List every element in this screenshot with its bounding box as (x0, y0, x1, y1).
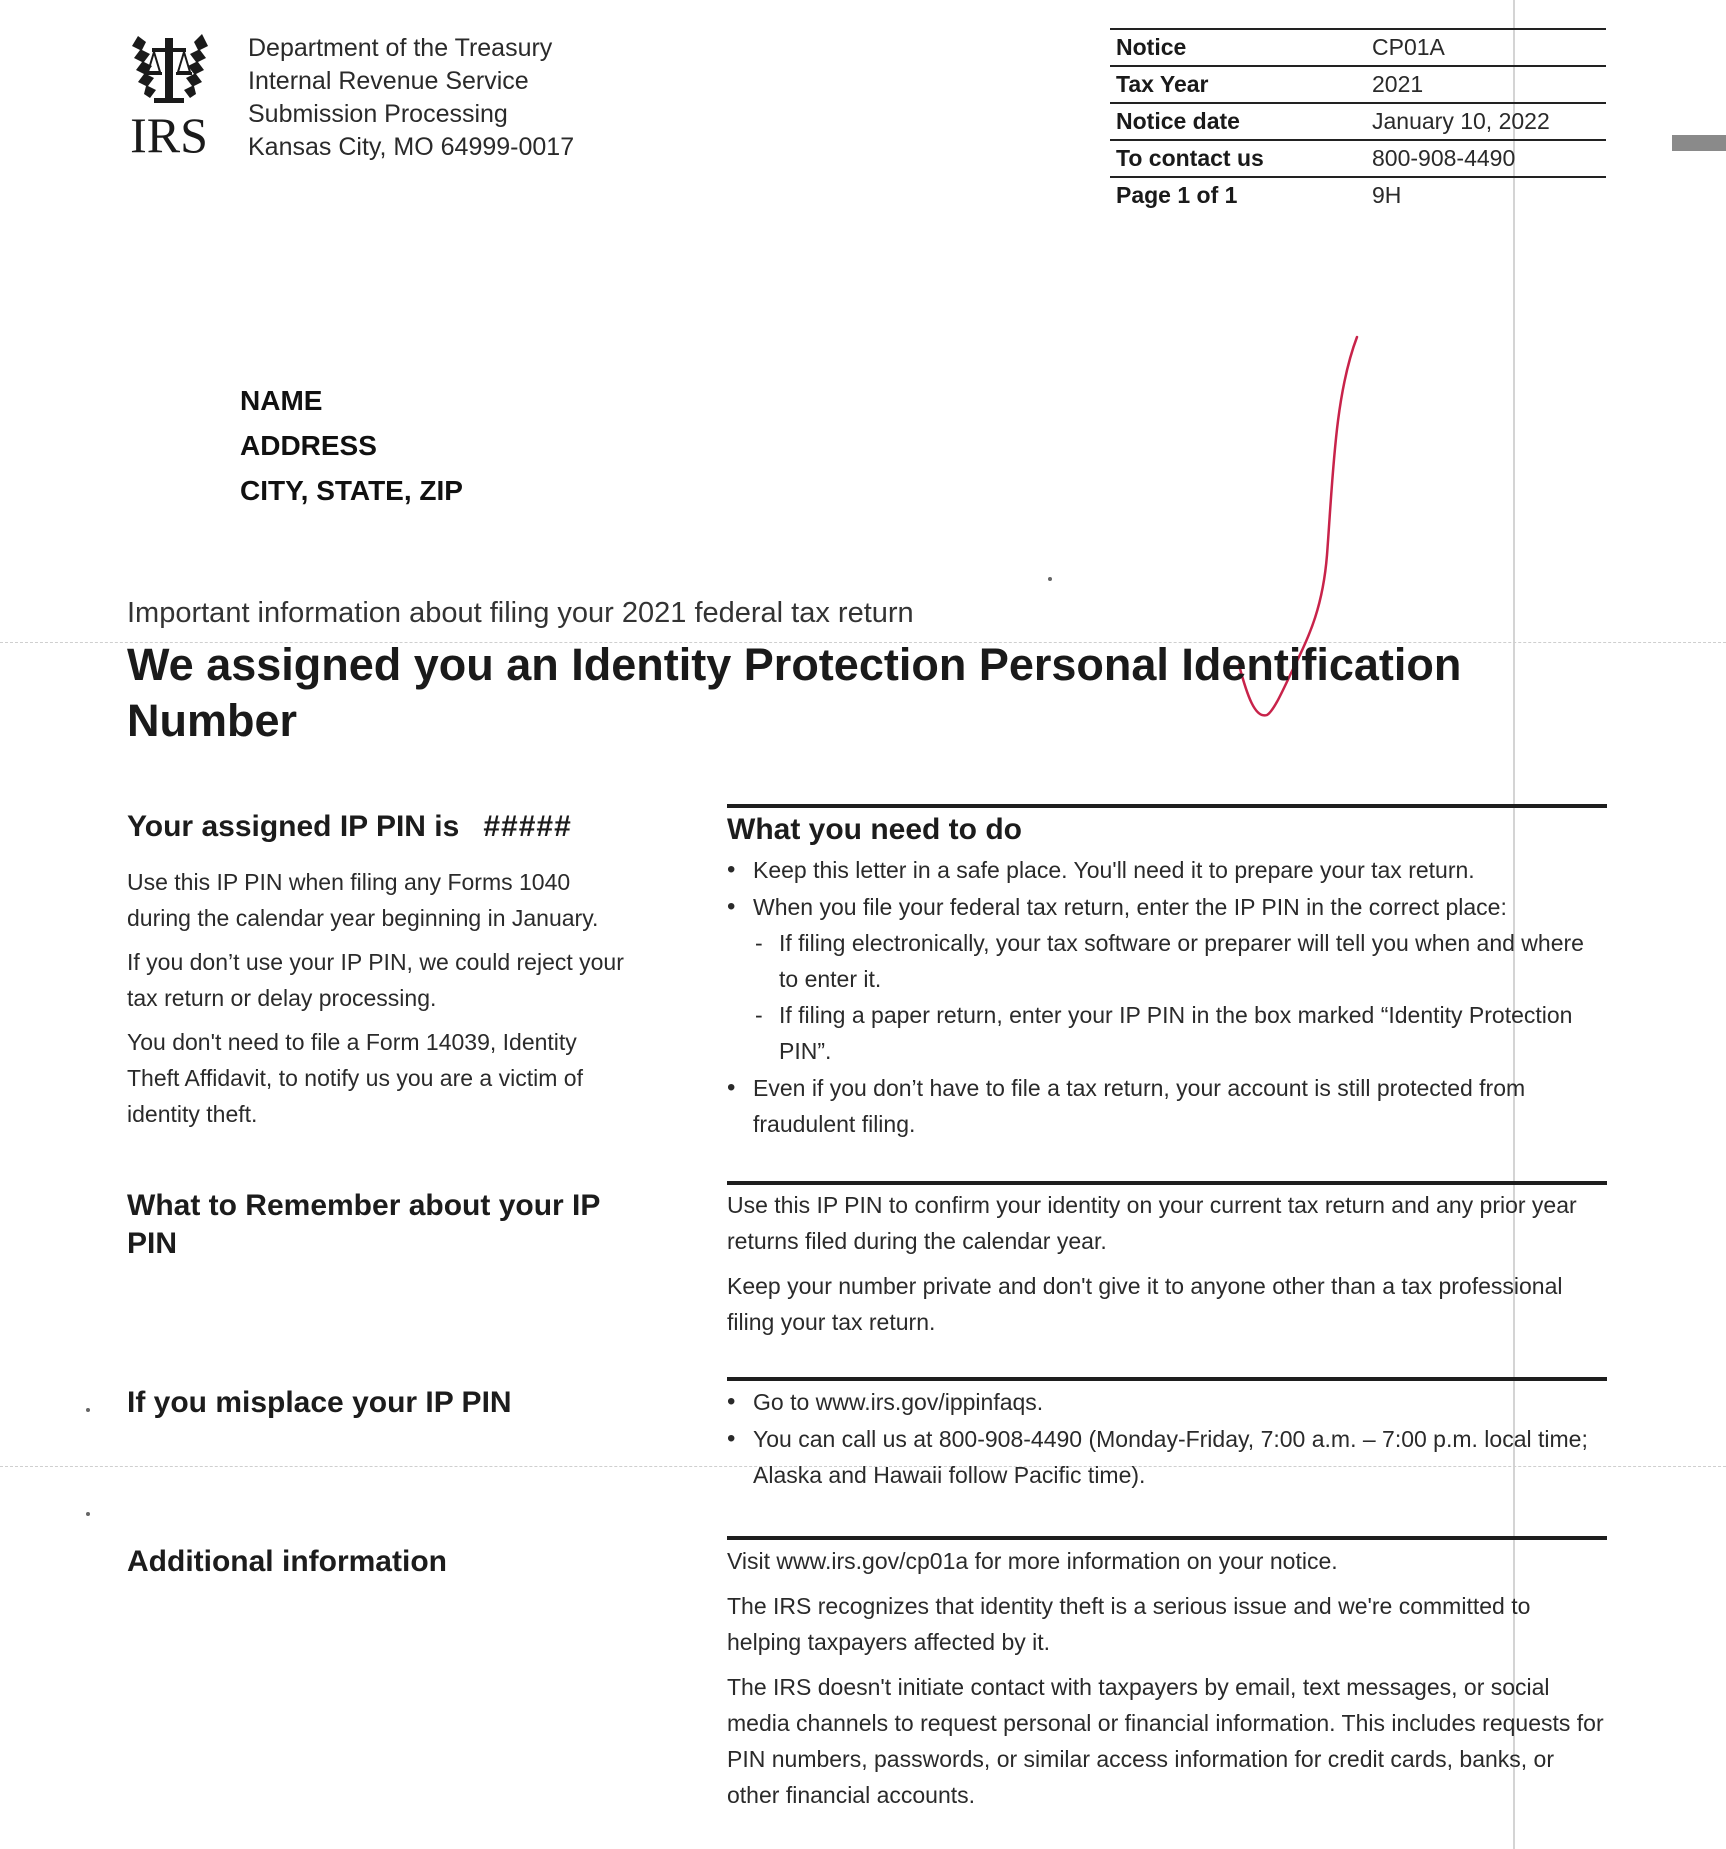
irs-logo (124, 28, 214, 158)
additional-paragraph: Visit www.irs.gov/cp01a for more information on your notice. (727, 1548, 1338, 1574)
additional-heading: Additional information (127, 1545, 447, 1578)
sub-list-item: - If filing electronically, your tax software or preparer will tell you when and where to enter it. (753, 925, 1607, 997)
pin-paragraph: You don't need to file a Form 14039, Identity Theft Affidavit, to notify us you are a victim of identity theft. (127, 1029, 583, 1127)
tax-year-row (1110, 65, 1606, 102)
need-to-do-list (727, 852, 1607, 1142)
contact-label: To contact us (1116, 145, 1264, 171)
scan-speck (86, 1512, 90, 1516)
contact-value: 800-908-4490 (1372, 145, 1516, 171)
pin-heading (127, 808, 572, 846)
section-rule (727, 1377, 1607, 1381)
edge-mark (1672, 135, 1726, 151)
remember-paragraph: Use this IP PIN to confirm your identity on your current tax return and any prior year returns filed during the calendar year. (727, 1192, 1577, 1254)
additional-paragraph: The IRS doesn't initiate contact with taxpayers by email, text messages, or social media channels to request personal or financial information. This includes requests for PIN numbers, passwords, or similar access information for credit cards, banks, or other financial accounts. (727, 1674, 1604, 1808)
agency-line: Kansas City, MO 64999-0017 (248, 133, 575, 161)
notice-title: We assigned you an Identity Protection Personal Identification Number (127, 639, 1462, 746)
misplace-heading: If you misplace your IP PIN (127, 1386, 512, 1419)
remember-paragraph: Keep your number private and don't give it to anyone other than a tax professional filing your tax return. (727, 1273, 1563, 1335)
notice-info-table (1110, 28, 1606, 213)
tax-year-value: 2021 (1372, 71, 1424, 97)
svg-text:IRS: IRS (130, 107, 208, 158)
contact-row (1110, 139, 1606, 176)
agency-address (248, 32, 574, 164)
pin-instructions (127, 864, 627, 1140)
notice-label: Notice (1116, 34, 1187, 60)
agency-line: Submission Processing (248, 100, 508, 128)
notice-date-label: Notice date (1116, 108, 1240, 134)
list-item: • Go to www.irs.gov/ippinfaqs. (727, 1384, 1607, 1420)
sub-list-item: - If filing a paper return, enter your IP PIN in the box marked “Identity Protection PIN”. (753, 997, 1607, 1069)
scan-speck (1048, 577, 1052, 581)
misplace-body (727, 1384, 1607, 1494)
list-item: • You can call us at 800-908-4490 (Monday-Friday, 7:00 a.m. – 7:00 p.m. local time; Alaska and Hawaii follow Pacific time). (727, 1421, 1607, 1493)
recipient-street: ADDRESS (240, 430, 377, 461)
notice-row (1110, 28, 1606, 65)
list-item (727, 889, 1607, 1069)
section-rule (727, 1181, 1607, 1185)
pin-paragraph: If you don’t use your IP PIN, we could reject your tax return or delay processing. (127, 949, 624, 1011)
page-value: 9H (1372, 182, 1402, 208)
remember-body (727, 1187, 1607, 1349)
sub-list (753, 925, 1607, 1069)
recipient-address (240, 378, 463, 513)
pin-paragraph: Use this IP PIN when filing any Forms 1040 during the calendar year beginning in January. (127, 869, 599, 931)
misplace-list (727, 1384, 1607, 1493)
section-rule (727, 804, 1607, 808)
notice-subtitle: Important information about filing your 2021 federal tax return (127, 597, 914, 629)
list-item: • Keep this letter in a safe place. You'll need it to prepare your tax return. (727, 852, 1607, 888)
remember-heading: What to Remember about your IP PIN (127, 1189, 600, 1260)
pin-value: ##### (483, 810, 572, 843)
agency-line: Internal Revenue Service (248, 67, 529, 95)
page-row (1110, 176, 1606, 213)
need-to-do-heading: What you need to do (727, 813, 1022, 846)
recipient-city: CITY, STATE, ZIP (240, 475, 463, 506)
page-label: Page 1 of 1 (1116, 182, 1238, 208)
section-rule (727, 1536, 1607, 1540)
pin-heading-label: Your assigned IP PIN is (127, 810, 460, 843)
list-item-text: When you file your federal tax return, enter the IP PIN in the correct place: (753, 894, 1507, 920)
notice-value: CP01A (1372, 34, 1445, 60)
agency-line: Department of the Treasury (248, 34, 553, 62)
notice-date-value: January 10, 2022 (1372, 108, 1550, 134)
need-to-do-section (727, 810, 1607, 1143)
recipient-name: NAME (240, 385, 323, 416)
notice-date-row (1110, 102, 1606, 139)
tax-year-label: Tax Year (1116, 71, 1209, 97)
additional-body (727, 1543, 1607, 1822)
list-item: • Even if you don’t have to file a tax return, your account is still protected from fraudulent filing. (727, 1070, 1607, 1142)
scan-speck (86, 1408, 90, 1412)
additional-paragraph: The IRS recognizes that identity theft is a serious issue and we're committed to helping taxpayers affected by it. (727, 1593, 1531, 1655)
